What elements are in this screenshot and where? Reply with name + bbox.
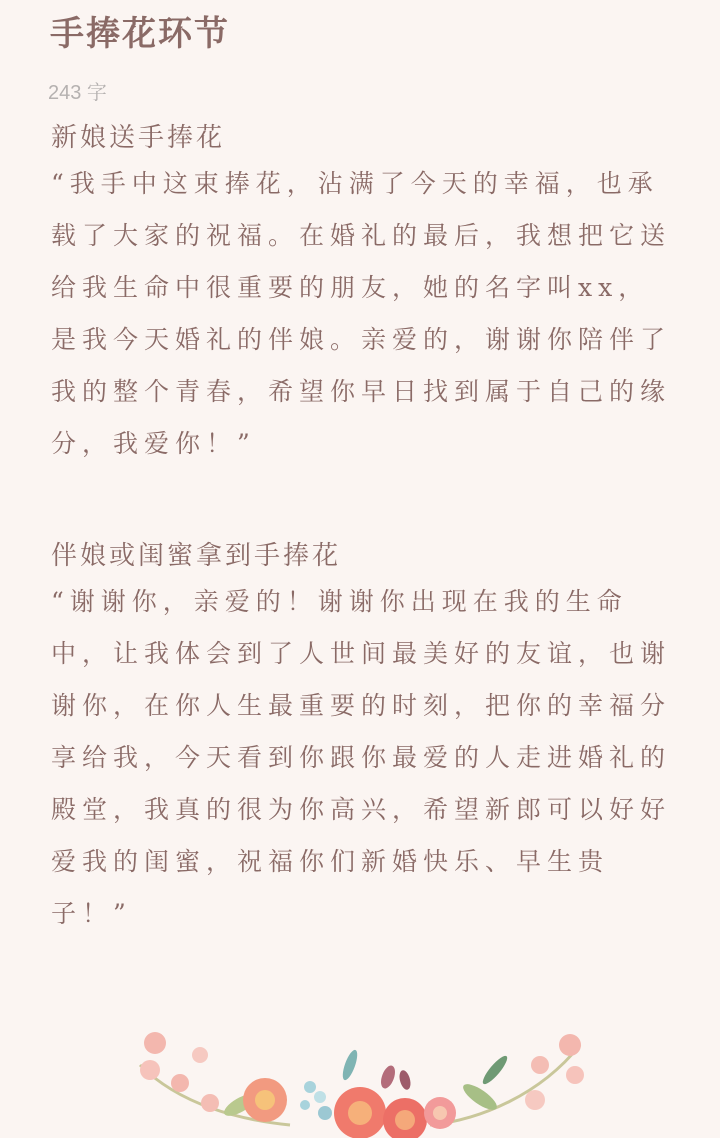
section-paragraph: “谢谢你，亲爱的！谢谢你出现在我的生命中，让我体会到了人世间最美好的友谊，也谢谢你，在你人生最重要的时刻，把你的幸福分享给我，今天看到你跟你最爱的人走进婚礼的殿堂，我真的很为你高兴，希望新郎可以好好爱我的闺蜜，祝福你们新婚快乐、早生贵子！” [51,587,672,928]
section-paragraph: “我手中这束捧花，沾满了今天的幸福，也承载了大家的祝福。在婚礼的最后，我想把它送给我生命中很重要的朋友，她的名字叫xx，是我今天婚礼的伴娘。亲爱的，谢谢你陪伴了我的整个青春，希望你早日找到属于自己的缘分，我爱你！” [51,169,672,458]
floral-garland-decoration [120,1025,600,1138]
section-heading: 伴娘或闺蜜拿到手捧花 [51,541,342,571]
section-bridesmaid-bouquet [51,536,671,940]
section-bride-bouquet [51,118,671,470]
page-title: 手捧花环节 [50,14,230,54]
word-count: 243 字 [48,82,107,104]
section-heading: 新娘送手捧花 [51,123,226,153]
